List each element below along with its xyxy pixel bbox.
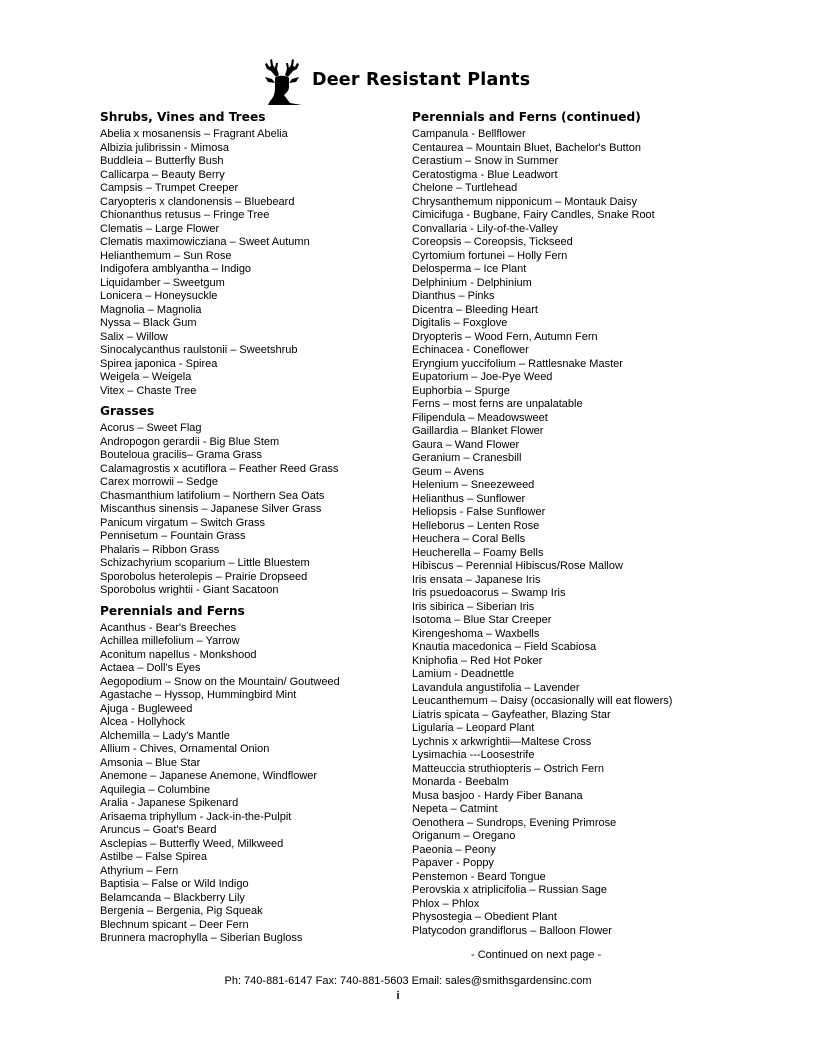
plant-item: Arisaema triphyllum - Jack-in-the-Pulpit	[100, 810, 292, 823]
plant-item: Alcea - Hollyhock	[100, 716, 185, 728]
plant-item: Liquidamber – Sweetgum	[100, 276, 225, 289]
continued-note: - Continued on next page -	[471, 949, 602, 961]
plant-item: Acanthus - Bear's Breeches	[100, 621, 237, 634]
plant-item: Leucanthemum – Daisy (occasionally will eat flowers)	[412, 695, 673, 707]
plant-item: Aconitum napellus - Monkshood	[100, 648, 257, 661]
plant-item: Chasmanthium latifolium – Northern Sea Oats	[100, 489, 325, 502]
plant-item: Actaea – Doll's Eyes	[100, 662, 201, 674]
plant-item: Weigela – Weigela	[100, 371, 192, 383]
plant-list	[100, 128, 400, 398]
plant-item: Isotoma – Blue Star Creeper	[412, 614, 552, 626]
plant-item: Blechnum spicant – Deer Fern	[100, 918, 249, 931]
right-column	[412, 109, 712, 938]
plant-item: Ajuga - Bugleweed	[100, 702, 193, 715]
plant-item: Acorus – Sweet Flag	[100, 422, 202, 434]
plant-item: Monarda - Beebalm	[412, 776, 509, 788]
plant-item: Sinocalycanthus raulstonii – Sweetshrub	[100, 344, 298, 356]
plant-item: Perovskia x atriplicifolia – Russian Sage	[412, 884, 608, 896]
plant-item: Echinacea - Coneflower	[412, 344, 529, 356]
plant-item: Euphorbia – Spurge	[412, 384, 510, 397]
section-title: Perennials and Ferns	[100, 603, 245, 618]
plant-item: Delphinium - Delphinium	[412, 276, 532, 289]
document-title: Deer Resistant Plants	[312, 70, 531, 90]
plant-list	[100, 622, 400, 946]
plant-item: Vitex – Chaste Tree	[100, 384, 197, 397]
plant-item: Helianthus – Sunflower	[412, 492, 526, 505]
plant-item: Pennisetum – Fountain Grass	[100, 530, 246, 542]
plant-item: Calamagrostis x acutiflora – Feather Reed Grass	[100, 462, 339, 475]
contact-footer: Ph: 740-881-6147 Fax: 740-881-5603 Email: sales@smithsgardensinc.com	[224, 975, 592, 987]
plant-item: Oenothera – Sundrops, Evening Primrose	[412, 816, 617, 829]
plant-item: Phalaris – Ribbon Grass	[100, 543, 220, 556]
plant-item: Geum – Avens	[412, 465, 484, 478]
plant-item: Alchemilla – Lady's Mantle	[100, 729, 230, 742]
plant-item: Agastache – Hyssop, Hummingbird Mint	[100, 689, 297, 701]
plant-item: Caryopteris x clandonensis – Bluebeard	[100, 195, 295, 208]
section-title: Perennials and Ferns (continued)	[412, 110, 641, 124]
plant-item: Indigofera amblyantha – Indigo	[100, 263, 252, 275]
deer-head-icon	[262, 57, 304, 105]
document-header	[262, 56, 530, 106]
plant-item: Clematis maximowicziana – Sweet Autumn	[100, 236, 310, 248]
plant-item: Nyssa – Black Gum	[100, 317, 197, 329]
plant-item: Paeonia – Peony	[412, 843, 496, 856]
plant-item: Athyrium – Fern	[100, 864, 179, 877]
plant-item: Amsonia – Blue Star	[100, 756, 201, 769]
plant-item: Aruncus – Goat's Beard	[100, 824, 217, 836]
plant-item: Campsis – Trumpet Creeper	[100, 182, 239, 194]
plant-item: Gaillardia – Blanket Flower	[412, 425, 544, 437]
plant-item: Nepeta – Catmint	[412, 803, 498, 815]
plant-item: Digitalis – Foxglove	[412, 317, 508, 329]
plant-item: Spirea japonica - Spirea	[100, 357, 218, 370]
plant-item: Dryopteris – Wood Fern, Autumn Fern	[412, 330, 598, 343]
plant-item: Schizachyrium scoparium – Little Bluestem	[100, 557, 310, 569]
plant-item: Eryngium yuccifolium – Rattlesnake Master	[412, 357, 623, 370]
plant-item: Gaura – Wand Flower	[412, 438, 520, 451]
plant-item: Delosperma – Ice Plant	[412, 263, 527, 275]
plant-item: Baptisia – False or Wild Indigo	[100, 878, 249, 890]
plant-item: Lychnis x arkwrightii—Maltese Cross	[412, 735, 592, 748]
plant-item: Lamium - Deadnettle	[412, 668, 515, 680]
plant-item: Clematis – Large Flower	[100, 222, 220, 235]
left-column	[100, 109, 400, 946]
plant-item: Achillea millefolium – Yarrow	[100, 635, 240, 647]
plant-item: Kniphofia – Red Hot Poker	[412, 654, 543, 667]
plant-item: Hibiscus – Perennial Hibiscus/Rose Mallow	[412, 560, 623, 572]
plant-item: Helleborus – Lenten Rose	[412, 519, 540, 532]
plant-item: Ceratostigma - Blue Leadwort	[412, 168, 558, 181]
page-number: i	[396, 990, 400, 1002]
plant-item: Anemone – Japanese Anemone, Windflower	[100, 770, 318, 782]
plant-item: Matteuccia struthiopteris – Ostrich Fern	[412, 762, 604, 775]
plant-section	[100, 403, 400, 598]
plant-item: Heuchera – Coral Bells	[412, 533, 526, 545]
plant-item: Iris ensata – Japanese Iris	[412, 573, 541, 586]
plant-list	[100, 422, 400, 598]
plant-item: Chrysanthemum nipponicum – Montauk Daisy	[412, 195, 637, 208]
plant-list	[412, 128, 712, 938]
plant-item: Bouteloua gracilis– Grama Grass	[100, 449, 263, 461]
plant-item: Iris psuedoacorus – Swamp Iris	[412, 587, 566, 599]
plant-item: Aquilegia – Columbine	[100, 783, 211, 796]
plant-item: Convallaria - Lily-of-the-Valley	[412, 222, 558, 235]
section-title: Shrubs, Vines and Trees	[100, 110, 266, 124]
plant-item: Astilbe – False Spirea	[100, 851, 207, 863]
plant-item: Heucherella – Foamy Bells	[412, 546, 544, 559]
plant-item: Ferns – most ferns are unpalatable	[412, 398, 583, 410]
plant-item: Cyrtomium fortunei – Holly Fern	[412, 249, 568, 262]
plant-item: Andropogon gerardii - Big Blue Stem	[100, 435, 280, 448]
plant-item: Chelone – Turtlehead	[412, 182, 518, 194]
plant-item: Liatris spicata – Gayfeather, Blazing Star	[412, 708, 611, 721]
plant-item: Musa basjoo - Hardy Fiber Banana	[412, 789, 583, 802]
plant-item: Origanum – Oregano	[412, 830, 516, 842]
plant-item: Eupatorium – Joe-Pye Weed	[412, 371, 553, 383]
plant-item: Salix – Willow	[100, 330, 168, 343]
plant-item: Heliopsis - False Sunflower	[412, 506, 546, 518]
plant-item: Ligularia – Leopard Plant	[412, 722, 535, 734]
plant-item: Allium - Chives, Ornamental Onion	[100, 743, 270, 755]
plant-item: Physostegia – Obedient Plant	[412, 911, 557, 923]
plant-item: Coreopsis – Coreopsis, Tickseed	[412, 236, 573, 248]
plant-item: Lonicera – Honeysuckle	[100, 290, 218, 302]
plant-item: Helenium – Sneezeweed	[412, 479, 535, 491]
plant-item: Bergenia – Bergenia, Pig Squeak	[100, 905, 263, 917]
plant-item: Buddleia – Butterfly Bush	[100, 155, 224, 167]
plant-item: Filipendula – Meadowsweet	[412, 411, 548, 424]
section-title: Grasses	[100, 404, 155, 418]
plant-item: Panicum virgatum – Switch Grass	[100, 516, 266, 529]
plant-item: Iris sibirica – Siberian Iris	[412, 600, 535, 613]
plant-item: Asclepias – Butterfly Weed, Milkweed	[100, 837, 284, 850]
plant-item: Helianthemum – Sun Rose	[100, 249, 232, 262]
plant-item: Brunnera macrophylla – Siberian Bugloss	[100, 932, 303, 944]
plant-item: Albizia julibrissin - Mimosa	[100, 141, 229, 154]
plant-item: Cimicifuga - Bugbane, Fairy Candles, Snake Root	[412, 209, 655, 221]
plant-item: Penstemon - Beard Tongue	[412, 870, 546, 883]
plant-item: Lysimachia ---Loosestrife	[412, 749, 535, 761]
plant-item: Abelia x mosanensis – Fragrant Abelia	[100, 128, 288, 140]
plant-item: Dianthus – Pinks	[412, 290, 495, 302]
plant-item: Sporobolus wrightii - Giant Sacatoon	[100, 584, 279, 596]
plant-item: Centaurea – Mountain Bluet, Bachelor's Button	[412, 141, 641, 154]
plant-item: Sporobolus heterolepis – Prairie Dropseed	[100, 570, 308, 583]
plant-section	[100, 109, 400, 398]
plant-item: Platycodon grandiflorus – Balloon Flower	[412, 924, 612, 937]
plant-item: Belamcanda – Blackberry Lily	[100, 891, 245, 904]
plant-item: Geranium – Cranesbill	[412, 452, 522, 464]
plant-section	[412, 109, 712, 938]
plant-item: Kirengeshoma – Waxbells	[412, 627, 540, 640]
plant-item: Carex morrowii – Sedge	[100, 476, 218, 488]
plant-item: Miscanthus sinensis – Japanese Silver Grass	[100, 503, 322, 515]
plant-item: Campanula - Bellflower	[412, 128, 526, 140]
plant-section	[100, 603, 400, 946]
plant-item: Aegopodium – Snow on the Mountain/ Goutweed	[100, 675, 340, 688]
plant-item: Aralia - Japanese Spikenard	[100, 797, 239, 809]
plant-item: Knautia macedonica – Field Scabiosa	[412, 641, 597, 653]
plant-item: Callicarpa – Beauty Berry	[100, 168, 225, 181]
plant-item: Cerastium – Snow in Summer	[412, 155, 559, 167]
plant-item: Chionanthus retusus – Fringe Tree	[100, 209, 270, 221]
plant-item: Dicentra – Bleeding Heart	[412, 303, 538, 316]
plant-item: Phlox – Phlox	[412, 897, 480, 910]
plant-item: Papaver - Poppy	[412, 857, 494, 869]
plant-item: Lavandula angustifolia – Lavender	[412, 681, 580, 694]
plant-item: Magnolia – Magnolia	[100, 303, 202, 316]
